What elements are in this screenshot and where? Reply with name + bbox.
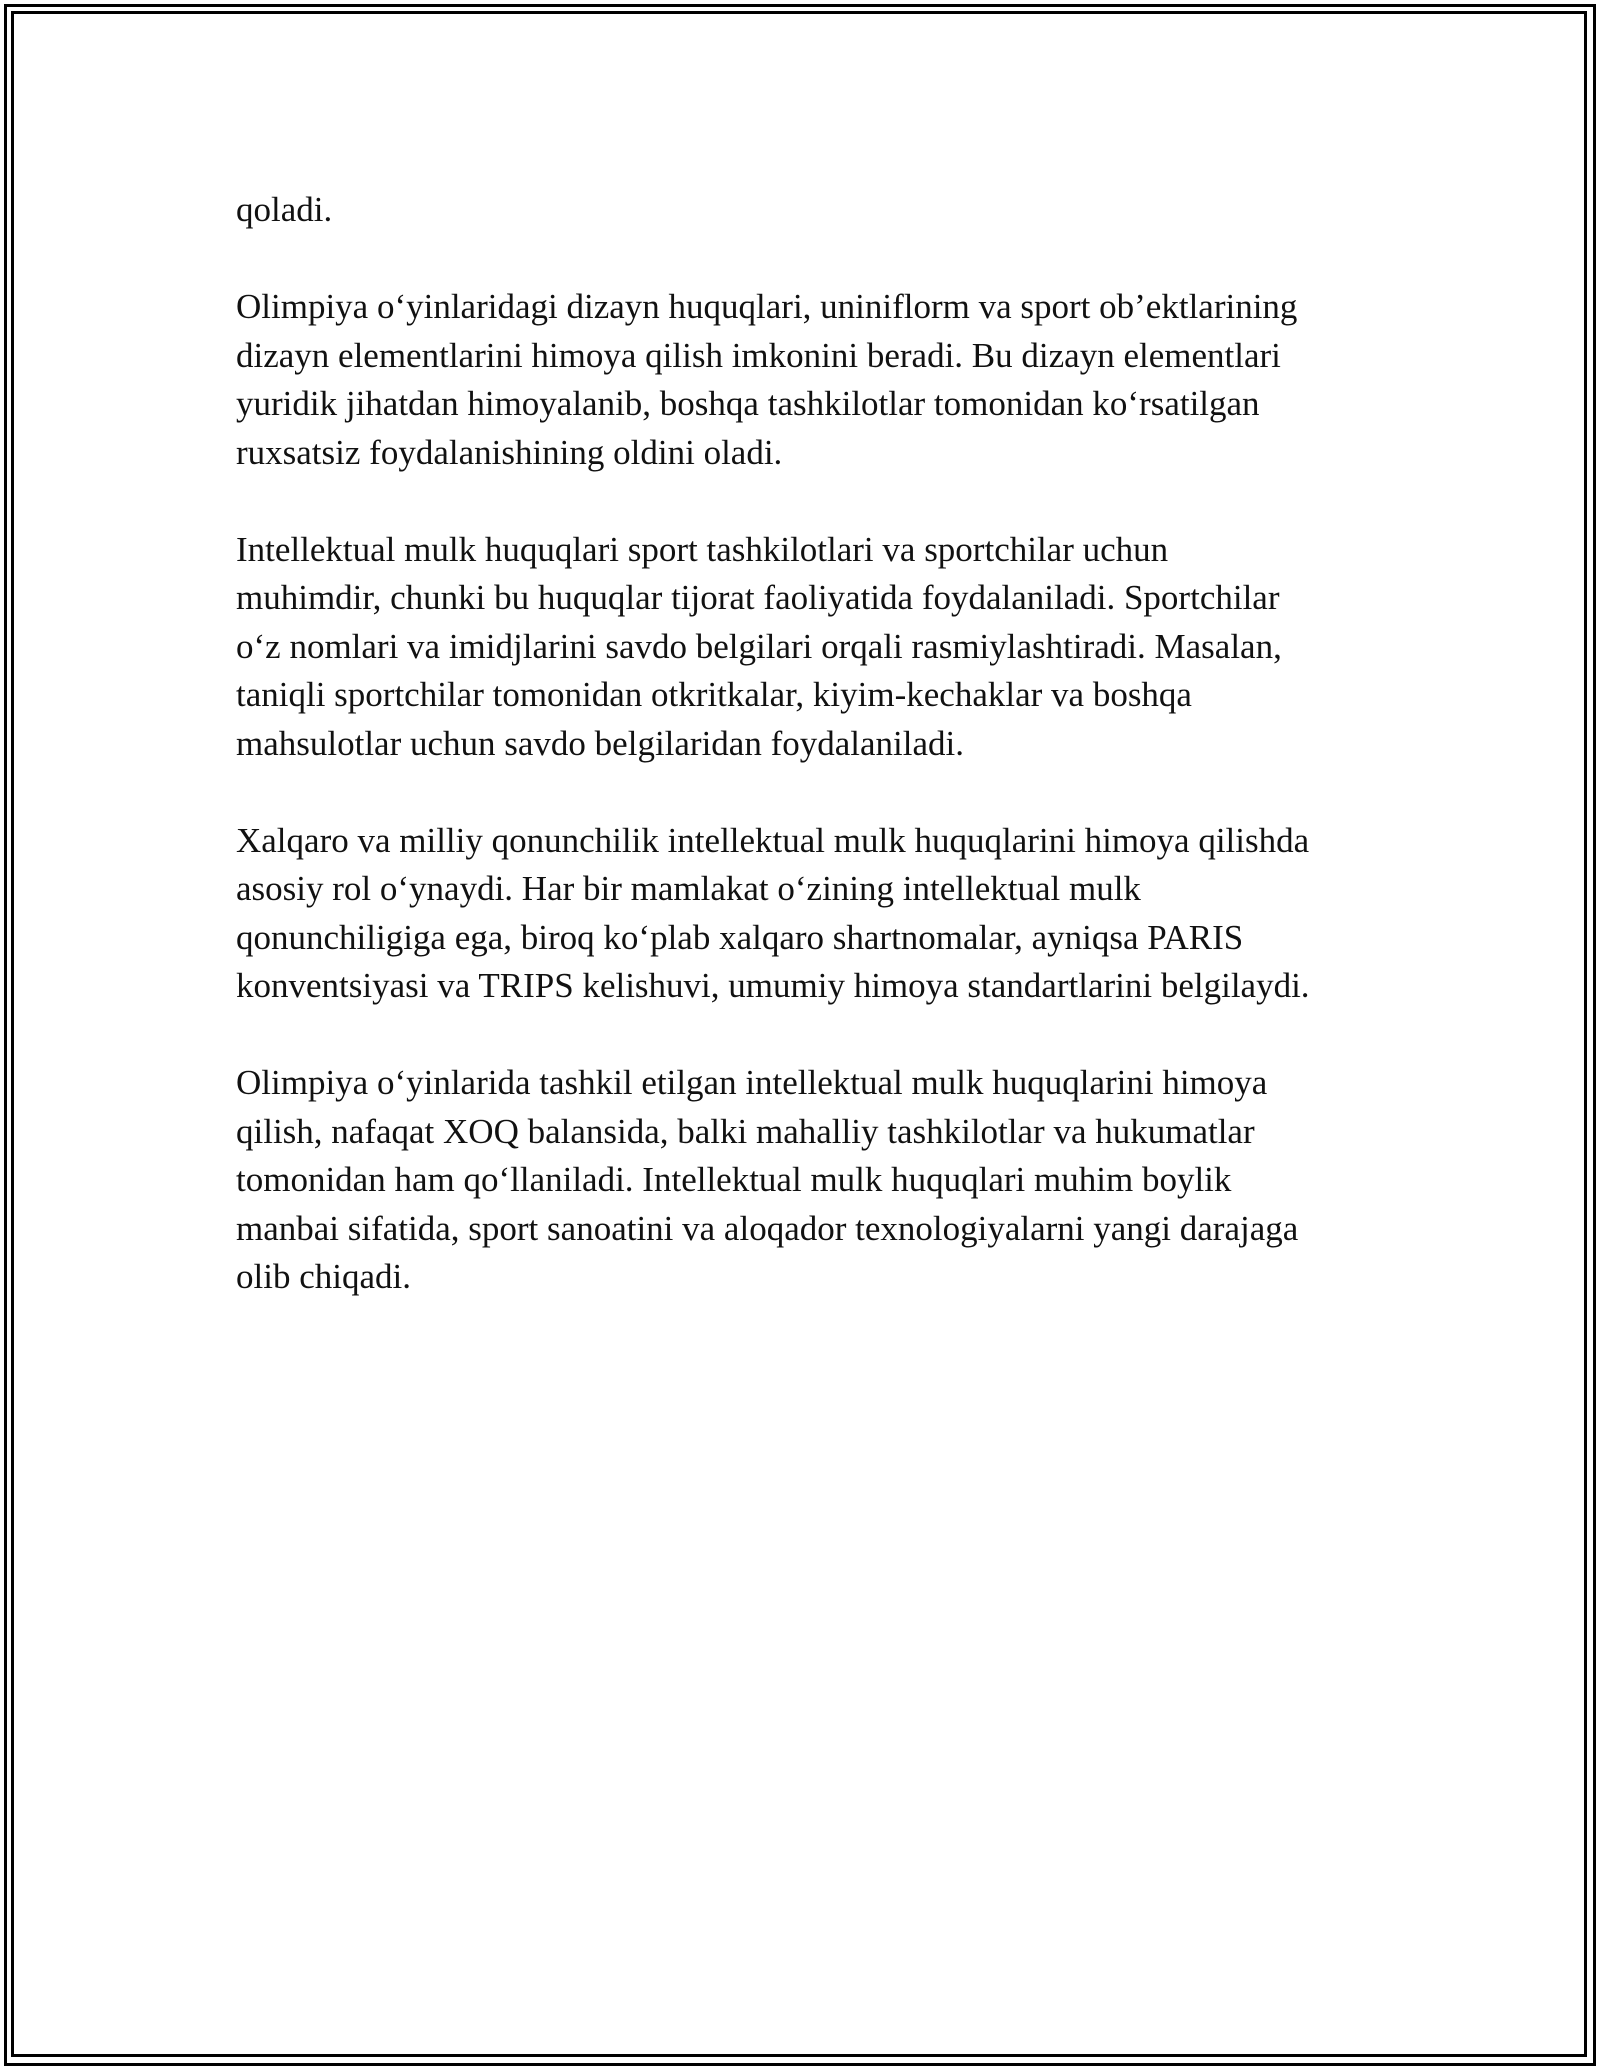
text-line: yuridik jihatdan himoyalanib, boshqa tashkilotlar tomonidan ko‘rsatilgan — [236, 384, 1260, 423]
text-line: qoladi. — [236, 190, 333, 229]
text-line: Olimpiya o‘yinlaridagi dizayn huquqlari, uniniflorm va sport ob’ektlarining — [236, 287, 1298, 326]
text-line: Olimpiya o‘yinlarida tashkil etilgan intellektual mulk huquqlarini himoya — [236, 1063, 1268, 1102]
text-line: qonunchiligiga ega, biroq ko‘plab xalqaro shartnomalar, ayniqsa PARIS — [236, 917, 1244, 957]
text-line: olib chiqadi. — [236, 1257, 411, 1296]
paragraph-legislation — [236, 817, 1386, 1011]
text-line: dizayn elementlarini himoya qilish imkonini beradi. Bu dizayn elementlari — [236, 335, 1281, 375]
text-line: konventsiyasi va TRIPS kelishuvi, umumiy himoya standartlarini belgilaydi. — [236, 966, 1310, 1005]
text-line: mahsulotlar uchun savdo belgilaridan foydalaniladi. — [236, 723, 964, 763]
text-line: Xalqaro va milliy qonunchilik intellektual mulk huquqlarini himoya qilishda — [236, 820, 1310, 860]
paragraph-design-rights — [236, 283, 1386, 477]
text-line: tomonidan ham qo‘llaniladi. Intellektual mulk huquqlari muhim boylik — [236, 1160, 1232, 1199]
text-line: asosiy rol o‘ynaydi. Har bir mamlakat o‘zining intellektual mulk — [236, 869, 1141, 908]
text-line: ruxsatsiz foydalanishining oldini oladi. — [236, 432, 783, 472]
paragraph-olympic-protection — [236, 1059, 1386, 1302]
text-line: o‘z nomlari va imidjlarini savdo belgilari orqali rasmiylashtiradi. Masalan, — [236, 626, 1282, 666]
text-line: Intellektual mulk huquqlari sport tashkilotlari va sportchilar uchun — [236, 529, 1169, 569]
paragraph-ip-importance — [236, 526, 1386, 769]
text-line: taniqli sportchilar tomonidan otkritkalar, kiyim-kechaklar va boshqa — [236, 675, 1192, 714]
text-line: muhimdir, chunki bu huquqlar tijorat faoliyatida foydalaniladi. Sportchilar — [236, 578, 1280, 617]
text-line: qilish, nafaqat XOQ balansida, balki mahalliy tashkilotlar va hukumatlar — [236, 1111, 1255, 1151]
document-body — [236, 186, 1386, 1350]
paragraph-continuation — [236, 186, 1386, 235]
text-line: manbai sifatida, sport sanoatini va aloqador texnologiyalarni yangi darajaga — [236, 1208, 1299, 1248]
